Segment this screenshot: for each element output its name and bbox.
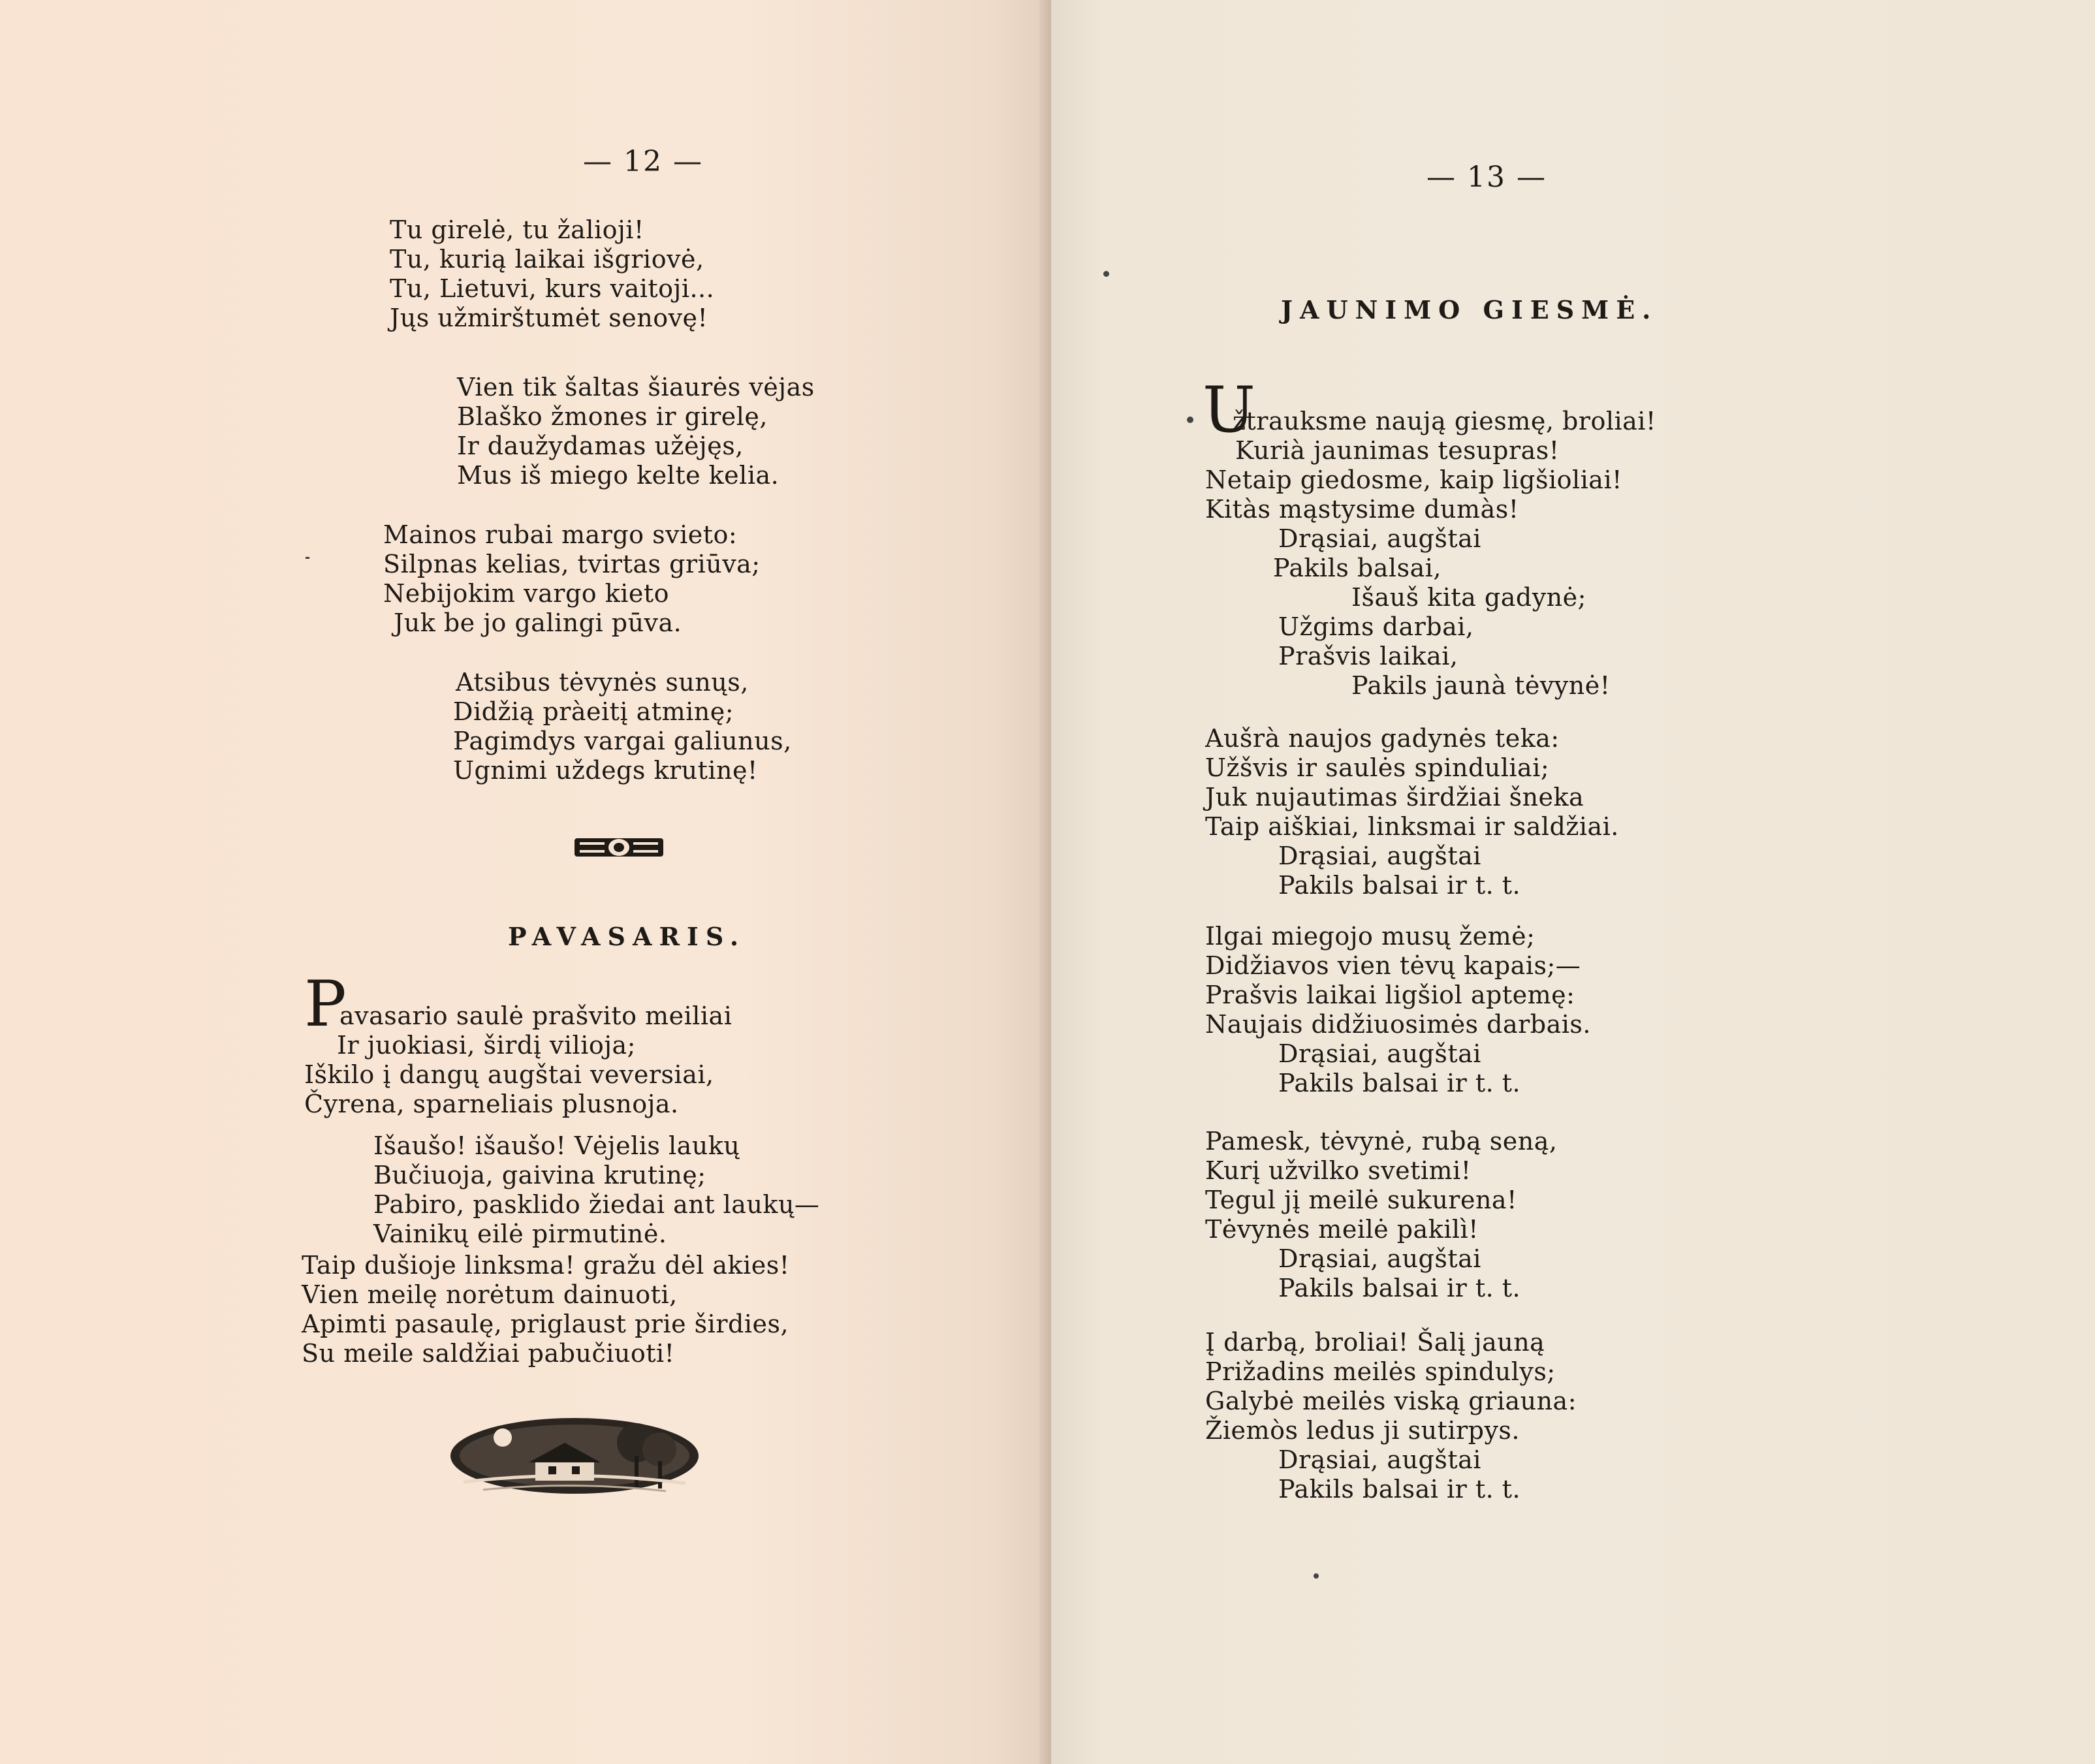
drop-cap: U (1203, 373, 1255, 447)
verse-line: Taip aiškiai, linksmai ir saldžiai. (1205, 812, 1619, 841)
verse-line: Pakils balsai ir t. t. (1278, 1069, 1521, 1097)
verse-line: Tu, Lietuvi, kurs vaitoji... (390, 274, 715, 303)
poem-title: JAUNIMO GIESMĖ. (1281, 295, 1658, 324)
print-speck (1103, 271, 1109, 277)
verse-line: Prašvis laikai, (1278, 642, 1458, 670)
print-speck (1314, 1573, 1319, 1579)
poem-title: PAVASARIS. (508, 922, 746, 951)
verse-line: Naujais didžiuosimės darbais. (1205, 1010, 1591, 1039)
verse-line: Drąsiai, augštai (1278, 1445, 1481, 1474)
verse-line: Ilgai miegojo musų žemė; (1205, 922, 1536, 951)
page-number: — 12 — (583, 145, 703, 178)
drop-cap: P (304, 968, 347, 1041)
verse-line: Vien meilę norėtum dainuoti, (302, 1280, 678, 1309)
stanza (304, 1001, 732, 1119)
verse-line: Išaušo! išaušo! Vėjelis laukų (373, 1131, 740, 1160)
verse-line: Pagimdys vargai galiunus, (453, 727, 792, 755)
verse-line: Čyrena, sparneliais plusnoja. (304, 1090, 679, 1118)
verse-line: Užšvis ir saulės spinduliai; (1205, 753, 1550, 782)
verse-line: Ir juokiasi, širdį vilioja; (337, 1031, 636, 1060)
verse-line: Drąsiai, augštai (1278, 842, 1481, 870)
verse-line: Jųs užmirštumėt senovę! (390, 304, 708, 332)
stanza (373, 1131, 819, 1249)
verse-line: Pakils balsai ir t. t. (1278, 1274, 1521, 1302)
verse-line: Didžią pràeitį atminę; (453, 697, 734, 726)
page-number: — 13 — (1426, 161, 1547, 194)
verse-line: Ir daužydamas užėjęs, (457, 432, 744, 460)
verse-line: Nebijokim vargo kieto (383, 579, 670, 608)
verse-line: Silpnas kelias, tvirtas griūva; (383, 550, 761, 578)
verse-line: Drąsiai, augštai (1278, 1244, 1481, 1273)
stanza (1205, 1127, 1557, 1303)
verse-line: Kurià jaunimas tesupras! (1235, 436, 1560, 465)
stanza (1205, 922, 1591, 1098)
stanza (302, 1251, 790, 1368)
verse-line: Į darbą, broliai! Šalį jauną (1205, 1328, 1545, 1357)
verse-line: Ugnimi uždegs krutinę! (453, 756, 758, 785)
verse-line: Aušrà naujos gadynės teka: (1205, 724, 1560, 753)
verse-line: Pakils balsai ir t. t. (1278, 871, 1521, 900)
verse-line: Atsibus tėvynės sunųs, (456, 668, 749, 697)
stanza (453, 668, 792, 785)
verse-line: Vien tik šaltas šiaurės vėjas (457, 373, 815, 402)
verse-line: Taip dušioje linksma! gražu dėl akies! (302, 1251, 790, 1280)
right-page (1051, 0, 2095, 1764)
verse-line: Pabiro, pasklido žiedai ant laukų— (373, 1190, 820, 1219)
verse-line: Iškilo į dangų augštai veversiai, (304, 1060, 714, 1089)
verse-line: Drąsiai, augštai (1278, 524, 1481, 553)
verse-line: Prižadins meilės spindulys; (1205, 1357, 1556, 1386)
verse-line: Kitàs mąstysime dumàs! (1205, 495, 1519, 524)
verse-line: Tėvynės meilė pakilì! (1205, 1215, 1479, 1244)
stanza (1205, 1328, 1577, 1504)
verse-line: Vainikų eilė pirmutinė. (373, 1220, 667, 1248)
stanza (1205, 724, 1619, 900)
verse-line: Pakils balsai, (1273, 554, 1441, 582)
verse-line: Prašvis laikai ligšiol aptemę: (1205, 981, 1575, 1009)
verse-line: Juk nujautimas širdžiai šneka (1205, 783, 1584, 811)
verse-line: Galybė meilės viską griauna: (1205, 1387, 1577, 1415)
verse-line: Drąsiai, augštai (1278, 1039, 1481, 1068)
verse-line: Tegul jį meilė sukurena! (1205, 1186, 1517, 1214)
landscape-vignette-image (444, 1404, 705, 1504)
ornament-divider (572, 832, 666, 866)
verse-line: Kurį užvilko svetimi! (1205, 1156, 1472, 1185)
verse-line: Apimti pasaulę, priglaust prie širdies, (302, 1310, 789, 1338)
verse-line: Tu girelė, tu žalioji! (390, 215, 644, 244)
stanza (1205, 407, 1656, 701)
print-speck (306, 557, 309, 559)
verse-line: Bučiuoja, gaivina krutinę; (373, 1161, 706, 1189)
verse-line: Su meile saldžiai pabučiuoti! (302, 1339, 675, 1368)
verse-line: Pamesk, tėvynė, rubą seną, (1205, 1127, 1558, 1156)
verse-line: žtrauksme naują giesmę, broliai! (1233, 407, 1656, 435)
verse-line: Mus iš miego kelte kelia. (457, 461, 780, 490)
verse-line: Netaip giedosme, kaip ligšioliai! (1205, 465, 1622, 494)
stanza (390, 215, 714, 333)
verse-line: Juk be jo galingi pūva. (394, 608, 682, 637)
verse-line: avasario saulė prašvito meiliai (339, 1001, 732, 1030)
verse-line: Didžiavos vien tėvų kapais;— (1205, 951, 1581, 980)
stanza (383, 520, 761, 638)
print-speck (1187, 417, 1193, 423)
verse-line: Tu, kurią laikai išgriovė, (390, 245, 704, 274)
stanza (457, 373, 815, 490)
verse-line: Žiemòs ledus ji sutirpys. (1205, 1416, 1520, 1445)
verse-line: Užgims darbai, (1278, 612, 1474, 641)
verse-line: Išauš kita gadynė; (1351, 583, 1586, 612)
verse-line: Mainos rubai margo svieto: (383, 520, 738, 549)
verse-line: Pakils jaunà tėvynė! (1351, 671, 1611, 700)
verse-line: Pakils balsai ir t. t. (1278, 1475, 1521, 1504)
verse-line: Blaško žmones ir girelę, (457, 402, 768, 431)
